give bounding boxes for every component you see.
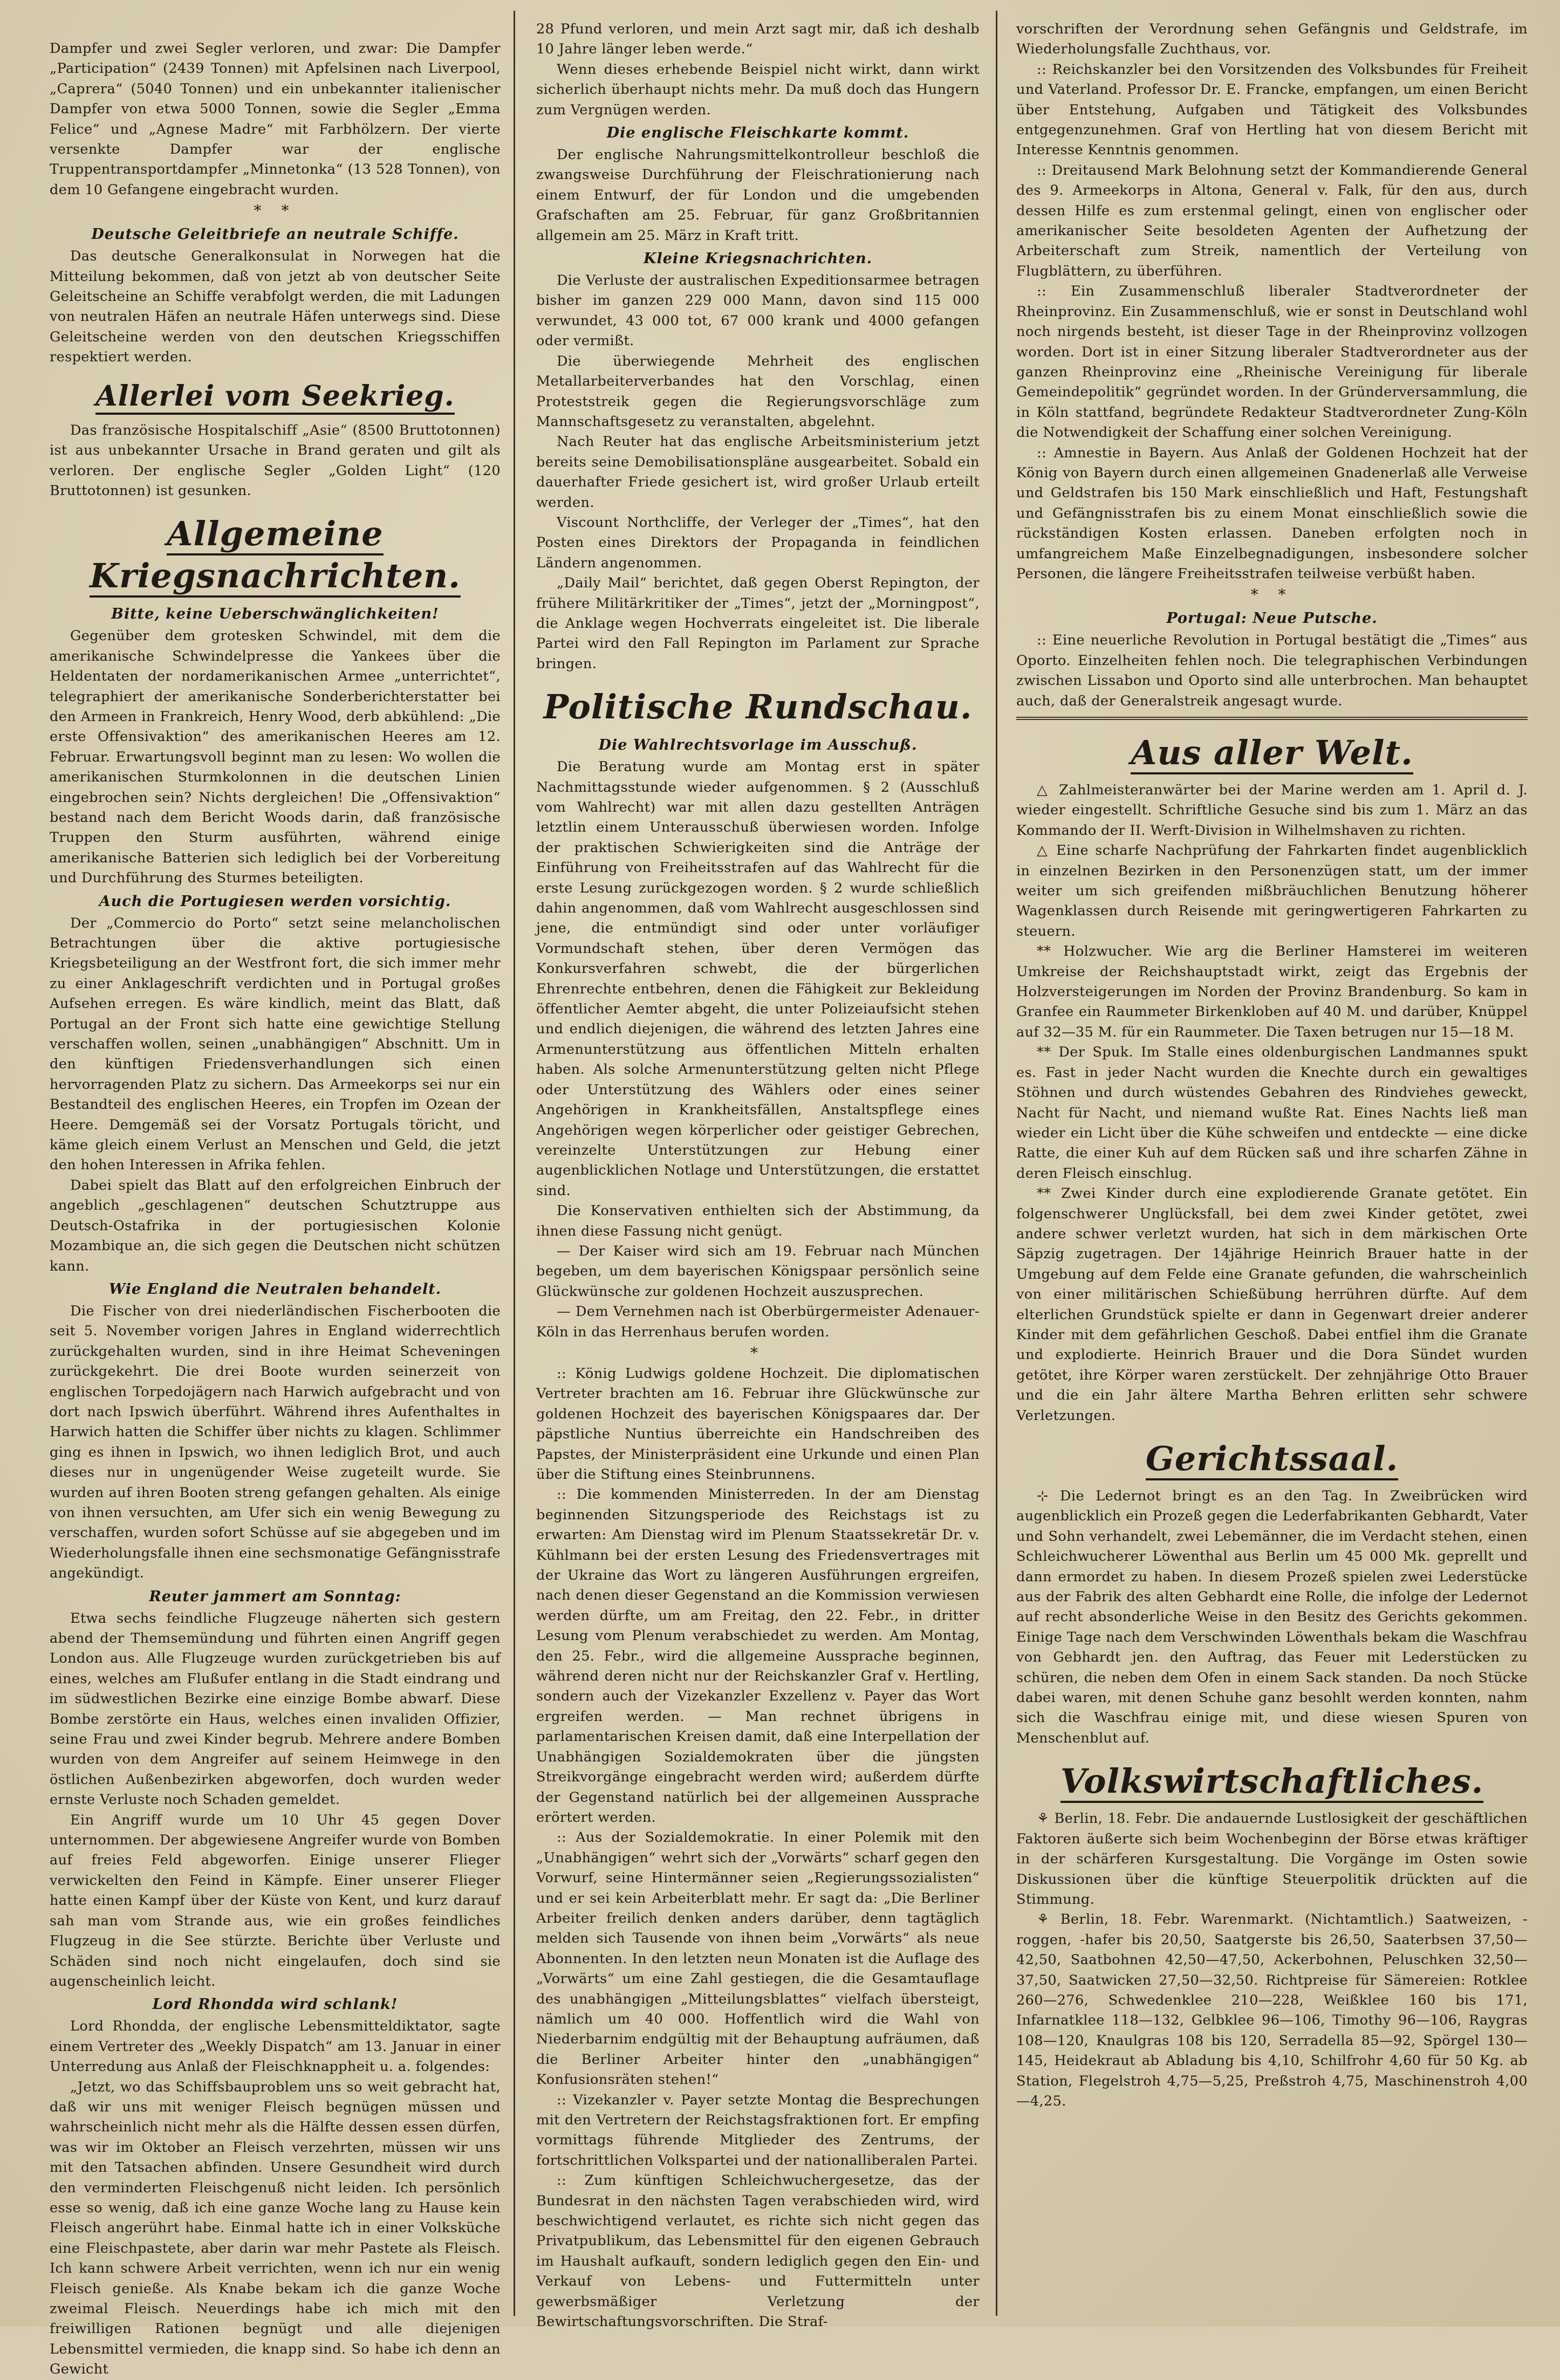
section-heading-text: Allgemeine Kriegsnachrichten. xyxy=(90,514,461,598)
article-text: „Daily Mail“ berichtet, daß gegen Oberst Repington, der frühere Militärkritiker der „Times“, jetzt der „Morningpost“, die Anklage wegen Hochverrats eingeleitet ist. Die liberale Partei wird den Fall Repington im Parlament zur Sprache bringen. xyxy=(536,575,980,672)
article-text: ⚘ Berlin, 18. Febr. Die andauernde Lustlosigkeit der geschäftlichen Faktoren äußerte sich beim Wochenbeginn der Börse etwas kräftiger in der schärferen Kursgestaltung. Die Vorgänge im Osten sowie Diskussionen über die künftige Steuerpolitik drückten auf die Stimmung. xyxy=(1016,1810,1528,1908)
article-text: △ Zahlmeisteranwärter bei der Marine werden am 1. April d. J. wieder eingestellt. Schriftliche Gesuche sind bis zum 1. März an das Kommando der II. Werft-Division in Wilhelmshaven zu richten. xyxy=(1016,782,1528,839)
article-subheading: Kleine Kriegsnachrichten. xyxy=(643,250,872,268)
section-heading xyxy=(1016,732,1528,774)
article-text: ⊹ Die Ledernot bringt es an den Tag. In Zweibrücken wird augenblicklich ein Prozeß gegen die Lederfabrikanten Gebhardt, Vater und Sohn verhandelt, zwei Lebemänner, die im Verdacht stehen, einen Schleichwucherer Löwenthal aus Berlin um 45 000 Mk. geprellt und dann ermordet zu haben. In diesem Prozeß spielen zwei Lederstücke aus der Fabrik des alten Gebhardt eine Rolle, die infolge der Ledernot auf recht absonderliche Weise in den Besitz des Gerichts gekommen. Einige Tage nach dem Verschwinden Löwenthals bekam die Waschfrau von Gebhardt jen. den Auftrag, das Feuer mit Lederstücken zu schüren, die neben dem Ofen in einem Sack standen. Da noch Stücke dabei waren, mit denen Schuhe ganz besohlt werden konnten, nahm sich die Waschfrau einige mit, und diese wiesen Spuren von Menschenblut auf. xyxy=(1016,1488,1528,1746)
article-text: Der „Commercio do Porto“ setzt seine melancholischen Betrachtungen über die aktive portugiesische Kriegsbeteiligung an der Westfront fort, die sich immer mehr zu einer Anklageschrift verdichten und in Portugal großes Aufsehen erregen. Es wäre kindlich, meint das Blatt, daß Portugal an der Front sich hatte eine gewichtige Stellung verschaffen wollen, seinen „unabhängigen“ Abschnitt. Um in den künftigen Friedensverhandlungen sich einen hervorragenden Platz zu sichern. Das Armeekorps sei nur ein Bestandteil des englischen Heeres, ein Tropfen im Ozean der Heere. Demgemäß sei der Vorsatz Portugals töricht, und käme gleich einem Verlust an Menschen und Geld, die jetzt den hohen Interessen in Afrika fehlen. xyxy=(50,915,501,1174)
article-text: Dabei spielt das Blatt auf den erfolgreichen Einbruch der angeblich „geschlagenen“ deutschen Schutztruppe aus Deutsch-Ostafrika in der portugiesischen Kolonie Mozambique an, die sich gegen die Deutschen nicht schützen kann. xyxy=(50,1177,501,1274)
article-text: :: Eine neuerliche Revolution in Portugal bestätigt die „Times“ aus Oporto. Einzelheiten fehlen noch. Die telegraphischen Verbindungen zwischen Lissabon und Oporto sind alle unterbrochen. Man behauptet auch, daß der Generalstreik angesagt wurde. xyxy=(1016,632,1528,709)
column-2 xyxy=(519,0,994,2330)
article-subheading: Die englische Fleischkarte kommt. xyxy=(606,125,909,142)
section-heading-text: Aus aller Welt. xyxy=(1131,733,1413,774)
section-heading xyxy=(50,378,501,415)
section-heading-text: Volkswirtschaftliches. xyxy=(1060,1761,1484,1803)
section-separator: * xyxy=(750,1343,765,1362)
article-subheading: Auch die Portugiesen werden vorsichtig. xyxy=(99,893,451,910)
article-subheading: Portugal: Neue Putsche. xyxy=(1166,610,1378,627)
column-divider xyxy=(514,11,515,2316)
article-subheading: Deutsche Geleitbriefe an neutrale Schiffe. xyxy=(91,226,459,243)
article-text: Dampfer und zwei Segler verloren, und zwar: Die Dampfer „Participation“ (2439 Tonnen) mit Apfelsinen nach Liverpool, „Caprera“ (5040 Tonnen) und ein unbekannter italienischer Dampfer von etwa 5000 Tonnen, sowie die Segler „Emma Felice“ und „Agnese Madre“ mit Farbhölzern. Der vierte versenkte Dampfer war der englische Truppentransportdampfer „Minnetonka“ (13 528 Tonnen), von dem 10 Gefangene eingebracht wurden. xyxy=(50,40,501,198)
article-subheading: Bitte, keine Ueberschwänglichkeiten! xyxy=(111,606,439,623)
section-heading xyxy=(50,513,501,597)
article-text: Etwa sechs feindliche Flugzeuge näherten sich gestern abend der Themsemündung und führten einen Angriff gegen London aus. Alle Flugzeuge wurden zurückgetrieben bis auf eines, welches am Flußufer entlang in die Stadt eindrang und im südwestlichen Bezirke eine einzige Bombe abwarf. Diese Bombe zerstörte ein Haus, welches einen invaliden Offizier, seine Frau und zwei Kinder begrub. Mehrere andere Bomben wurden von dem Angreifer auf seinem Heimwege in den östlichen Außenbezirken abgeworfen, doch wurden weder ernste Verluste noch Schaden gemeldet. xyxy=(50,1610,501,1808)
article-text: — Der Kaiser wird sich am 19. Februar nach München begeben, um dem bayerischen Königspaar persönlich seine Glückwünsche zur goldenen Hochzeit auszusprechen. xyxy=(536,1243,980,1300)
article-text: Die Konservativen enthielten sich der Abstimmung, da ihnen diese Fassung nicht genügt. xyxy=(536,1203,980,1239)
article-text: Das deutsche Generalkonsulat in Norwegen hat die Mitteilung bekommen, daß von jetzt ab von deutscher Seite Geleitscheine an Schiffe verabfolgt werden, die mit Ladungen von neutralen Häfen an neutrale Häfen unterwegs sind. Diese Geleitscheine werden von den deutschen Kriegsschiffen respektiert werden. xyxy=(50,248,501,366)
article-text: Ein Angriff wurde um 10 Uhr 45 gegen Dover unternommen. Der abgewiesene Angreifer wurde von Bomben auf freies Feld abgeworfen. Einige unserer Flieger verwickelten den Feind in Kämpfe. Einer unserer Flieger hatte einen Kampf über der Küste von Kent, und kurz darauf sah man vom Strande aus, wie ein großes feindliches Flugzeug in die See stürzte. Berichte über Verluste und Schäden sind noch nicht eingelaufen, doch sind sie augenscheinlich leicht. xyxy=(50,1812,501,1990)
article-text: ** Der Spuk. Im Stalle eines oldenburgischen Landmannes spukt es. Fast in jeder Nacht wurden die Knechte durch ein gewaltiges Stöhnen und durch wüstendes Gebahren des Rindviehes geweckt, Nacht für Nacht, und niemand wußte Rat. Eines Nachts ließ man wieder ein Licht über die Kühe schweifen und entdeckte — eine dicke Ratte, die einer Kuh auf dem Rücken saß und ihre scharfen Zähne in deren Fleisch einschlug. xyxy=(1016,1044,1528,1182)
column-3 xyxy=(1000,0,1560,2327)
article-text: Die überwiegende Mehrheit des englischen Metallarbeiterverbandes hat den Vorschlag, einen Proteststreik gegen die Regierungsvorschläge zum Mannschaftsgesetz zu veranstalten, abgelehnt. xyxy=(536,353,980,430)
article-text: :: Vizekanzler v. Payer setzte Montag die Besprechungen mit den Vertretern der Reichstagsfraktionen fort. Er empfing vormittags führende Mitglieder des Zentrums, der fortschrittlichen Volkspartei und der nationalliberalen Partei. xyxy=(536,2091,980,2169)
article-subheading: Die Wahlrechtsvorlage im Ausschuß. xyxy=(598,737,918,754)
article-text: Viscount Northcliffe, der Verleger der „Times“, hat den Posten eines Direktors der Propaganda in feindlichen Ländern angenommen. xyxy=(536,514,980,571)
article-text: :: Ein Zusammenschluß liberaler Stadtverordneter der Rheinprovinz. Ein Zusammenschluß, wie er sonst in Deutschland wohl noch nirgends besteht, ist dieser Tage in der Rheinprovinz vollzogen worden. Dort ist in einer Sitzung liberaler Stadtverordneter aus der ganzen Rheinprovinz eine „Rheinische Vereinigung für liberale Gemeindepolitik“ gegründet worden. In der Gründerversammlung, die in Köln stattfand, begründete Redakteur Stadtverordneter Zung-Köln die Notwendigkeit der Schaffung einer solchen Vereinigung. xyxy=(1016,283,1528,441)
section-separator: * * xyxy=(1250,586,1294,604)
article-text: Der englische Nahrungsmittelkontrolleur beschloß die zwangsweise Durchführung der Fleischrationierung nach einem Entwurf, der für London und die umgebenden Grafschaften am 25. Februar, für ganz Großbritannien allgemein am 25. März in Kraft tritt. xyxy=(536,147,980,244)
section-heading-text: Gerichtssaal. xyxy=(1146,1439,1398,1480)
article-text: :: Reichskanzler bei den Vorsitzenden des Volksbundes für Freiheit und Vaterland. Professor Dr. E. Francke, empfangen, um einen Bericht über Entstehung, Aufgaben und Tätigkeit des Volksbundes entgegenzunehmen. Graf von Hertling hat von diesem Bericht mit Interesse Kenntnis genommen. xyxy=(1016,61,1528,159)
article-text: ⚘ Berlin, 18. Febr. Warenmarkt. (Nichtamtlich.) Saatweizen, -roggen, -hafer bis 20,50, Saatgerste bis 26,50, Saaterbsen 37,50—42,50, Saatbohnen 42,50—47,50, Ackerbohnen, Peluschken 32,50—37,50, Saatwicken 27,50—32,50. Richtpreise für Sämereien: Rotklee 260—276, Schwedenklee 210—228, Weißklee 160 bis 171, Infarnatklee 118—132, Gelbklee 96—106, Timothy 96—106, Raygras 108—120, Knaulgras 108 bis 120, Serradella 85—92, Spörgel 130—145, Heidekraut ab Abladung bis 4,10, Schilfrohr 4,60 für 50 Kg. ab Station, Flegelstroh 4,75—5,25, Preßstroh 4,75, Maschinenstroh 4,00—4,25. xyxy=(1016,1911,1528,2109)
section-heading xyxy=(536,686,980,728)
article-text: △ Eine scharfe Nachprüfung der Fahrkarten findet augenblicklich in einzelnen Bezirken in den Personenzügen statt, um der immer weiter um sich greifenden mißbräuchlichen Benutzung höherer Wagenklassen durch Reisende mit geringwertigeren Fahrkarten zu steuern. xyxy=(1016,842,1528,939)
article-text: :: Dreitausend Mark Belohnung setzt der Kommandierende General des 9. Armeekorps in Altona, General v. Falk, für den aus, durch dessen Hilfe es zum erstenmal gelingt, einen von englischer oder amerikanischer Seite besoldeten Agenten der Aufhetzung der Arbeiterschaft zum Streik, namentlich der Verteilung von Flugblättern, zu überführen. xyxy=(1016,162,1528,279)
section-rule xyxy=(1016,717,1528,720)
column-1 xyxy=(0,0,512,2378)
article-text: Lord Rhondda, der englische Lebensmitteldiktator, sagte einem Vertreter des „Weekly Dispatch“ am 13. Januar in einer Unterredung aus Anlaß der Fleischknappheit u. a. folgendes: xyxy=(50,2018,501,2075)
article-text: ** Zwei Kinder durch eine explodierende Granate getötet. Ein folgenschwerer Unglücksfall, bei dem zwei Kinder getötet, zwei andere schwer verletzt wurden, hat sich in dem märkischen Orte Säpzig zugetragen. Der 14jährige Heinrich Brauer hatte in der Umgebung auf dem Felde eine Granate gefunden, die wahrscheinlich von einer militärischen Schießübung herrühren dürfte. Auf dem elterlichen Grundstück spielte er dann in Gegenwart dreier anderer Kinder mit dem gefährlichen Geschoß. Dabei entfiel ihm die Granate und explodierte. Heinrich Brauer und die Dora Sündet wurden getötet, ihre Körper waren zerstückelt. Der zehnjährige Otto Brauer und die ein Jahr ältere Martha Behren erlitten sehr schwere Verletzungen. xyxy=(1016,1185,1528,1424)
section-heading xyxy=(1016,1438,1528,1480)
article-text: Die Beratung wurde am Montag erst in später Nachmittagsstunde wieder aufgenommen. § 2 (Ausschluß vom Wahlrecht) war mit allen dazu gestellten Anträgen letztlin einem Unterausschuß überwiesen worden. Infolge der praktischen Schwierigkeiten sind die Anträge der Einführung von Freiheitsstrafen auf das Wahlrecht für die erste Lesung zurückgezogen worden. § 2 wurde schließlich dahin angenommen, daß vom Wahlrecht ausgeschlossen sind jene, die entmündigt sind oder unter vorläufiger Vormundschaft stehen, über deren Vermögen das Konkursverfahren schwebt, die der bürgerlichen Ehrenrechte entbehren, denen die Fähigkeit zur Bekleidung öffentlicher Aemter abgeht, die unter Polizeiaufsicht stehen und endlich diejenigen, die während des letzten Jahres eine Armenunterstützung aus öffentlichen Mitteln erhalten haben. Als solche Armenunterstützung gelten nicht Pflege oder Unterstützung des Wählers oder eines seiner Angehörigen in Krankheitsfällen, Anstaltspflege eines Angehörigen wegen körperlicher oder geistiger Gebrechen, vereinzelte Unterstützungen zur Hebung einer augenblicklichen Notlage und Unterstützungen, die erstattet sind. xyxy=(536,759,980,1199)
article-text: — Dem Vernehmen nach ist Oberbürgermeister Adenauer-Köln in das Herrenhaus berufen worden. xyxy=(536,1304,980,1340)
section-heading xyxy=(1016,1760,1528,1802)
section-heading-text: Politische Rundschau. xyxy=(543,687,973,727)
article-text: :: Amnestie in Bayern. Aus Anlaß der Goldenen Hochzeit hat der König von Bayern durch einen allgemeinen Gnadenerlaß alle Verweise und Geldstrafen bis 150 Mark einschließlich und Haft, Festungshaft und Gefängnisstrafen bis zu einem Monat einschließlich sowie die rückständigen Kosten erlassen. Daneben erfolgten noch in umfangreichem Maße Einzelbegnadigungen, insbesondere solcher Personen, die längere Freiheitsstrafen teilweise verbüßt haben. xyxy=(1016,444,1528,582)
column-divider xyxy=(996,11,997,2316)
section-heading-text: Allerlei vom Seekrieg. xyxy=(95,380,455,415)
article-text: 28 Pfund verloren, und mein Arzt sagt mir, daß ich deshalb 10 Jahre länger leben werde.“ xyxy=(536,21,980,58)
article-text: :: Die kommenden Ministerreden. In der am Dienstag beginnenden Sitzungsperiode des Reichstags ist zu erwarten: Am Dienstag wird im Plenum Staatssekretär Dr. v. Kühlmann bei der ersten Lesung des Friedensvertrages mit der Ukraine das Wort zu längeren Ausführungen ergreifen, nach denen dieser Gegenstand an die Kommission verwiesen werden dürfte, um am Freitag, den 22. Febr., in dritter Lesung vom Plenum verabschiedet zu werden. Am Montag, den 25. Febr., wird die allgemeine Aussprache beginnen, während deren nicht nur der Reichskanzler Graf v. Hertling, sondern auch der Vizekanzler Exzellenz v. Payer das Wort ergreifen werden. — Man rechnet übrigens in parlamentarischen Kreisen damit, daß eine Interpellation der Unabhängigen Sozialdemokraten über die jüngsten Streikvorgänge eingebracht werden wird; außerdem dürfte der Gegenstand natürlich bei der allgemeinen Aussprache erörtert werden. xyxy=(536,1486,980,1826)
article-text: Die Fischer von drei niederländischen Fischerbooten die seit 5. November vorigen Jahres in England widerrechtlich zurückgehalten wurden, sind in ihre Heimat Scheveningen zurückgekehrt. Die drei Boote wurden seinerzeit von englischen Torpedojägern nach Harwich aufgebracht und von dort nach Ipswich überführt. Während ihres Aufenthaltes in Harwich hatten die Schiffer über nichts zu klagen. Schlimmer ging es ihnen in Ipswich, wo ihnen lediglich Brot, und auch dieses nur in ungenügender Weise zugeteilt wurde. Sie wurden auf ihren Booten streng gefangen gehalten. Als einige von ihnen versuchten, am Ufer sich ein wenig Bewegung zu verschaffen, wurden sofort Schüsse auf sie abgegeben und im Wiederholungsfalle ihnen eine sechsmonatige Gefängnisstrafe angekündigt. xyxy=(50,1302,501,1582)
article-text: Gegenüber dem grotesken Schwindel, mit dem die amerikanische Schwindelpresse die Yankees über die Heldentaten der nordamerikanischen Armee „unterrichtet“, telegraphiert der amerikanische Sonderberichterstatter bei den Armeen in Frankreich, Henry Wood, derb abkühlend: „Die erste Offensivaktion“ des amerikanischen Heeres am 12. Februar. Erwartungsvoll beginnt man zu lesen: Wo wollen die amerikanischen Sturmkolonnen in die deutschen Linien eingebrochen sein? Nichts dergleichen! Die „Offensivaktion“ bestand nach dem Bericht Woods darin, daß französische Truppen den Sturm ausführten, während einige amerikanische Batterien sich lediglich bei der Vorbereitung und Durchführung des Sturmes beteiligten. xyxy=(50,628,501,887)
article-text: Nach Reuter hat das englische Arbeitsministerium jetzt bereits seine Demobilisationspläne ausgearbeitet. Sobald ein dauerhafter Friede gesichert ist, wird großer Urlaub erteilt werden. xyxy=(536,434,980,511)
article-text: :: Zum künftigen Schleichwuchergesetze, das der Bundesrat in den nächsten Tagen verabschieden wird, wird beschwichtigend verlautet, es richte sich nicht gegen das Privatpublikum, das Lebensmittel für den eigenen Gebrauch im Haushalt aufkauft, sondern lediglich gegen den Ein- und Verkauf von Lebens- und Futtermitteln unter gewerbsmäßiger Verletzung der Bewirtschaftungsvorschriften. Die Straf- xyxy=(536,2172,980,2330)
article-text: ** Holzwucher. Wie arg die Berliner Hamsterei im weiteren Umkreise der Reichshauptstadt wirkt, zeigt das Ergebnis der Holzversteigerungen im Norden der Provinz Brandenburg. So kam in Granfee ein Raummeter Birkenkloben auf 40 M. und darüber, Knüppel auf 32—35 M. für ein Raummeter. Die Taxen betrugen nur 15—18 M. xyxy=(1016,943,1528,1040)
article-subheading: Lord Rhondda wird schlank! xyxy=(152,1996,398,2013)
article-text: Wenn dieses erhebende Beispiel nicht wirkt, dann wirkt sicherlich überhaupt nichts mehr. Da muß doch das Hungern zum Vergnügen werden. xyxy=(536,61,980,118)
article-subheading: Wie England die Neutralen behandelt. xyxy=(108,1280,442,1298)
section-separator: * * xyxy=(254,202,297,220)
article-text: :: Aus der Sozialdemokratie. In einer Polemik mit den „Unabhängigen“ wehrt sich der „Vorwärts“ scharf gegen den Vorwurf, seine Hintermänner seien „Regierungssozialisten“ und er sei kein Arbeiterblatt mehr. Er sagt da: „Die Berliner Arbeiter freilich denken anders darüber, denn tagtäglich melden sich Tausende von ihnen beim „Vorwärts“ als neue Abonnenten. In den letzten neun Monaten ist die Auflage des „Vorwärts“ um eine Zahl gestiegen, die die Gesamtauflage des unabhängigen „Mitteilungsblattes“ vielfach übersteigt, nämlich um 40 000. Hoffentlich wird die Wahl von Niederbarnim endgültig mit der Behauptung aufräumen, daß die Berliner Arbeiter hinter den „unabhängigen“ Konfusionsräten stehen!“ xyxy=(536,1829,980,2088)
article-text: Das französische Hospitalschiff „Asie“ (8500 Bruttotonnen) ist aus unbekannter Ursache in Brand geraten und gilt als verloren. Der englische Segler „Golden Light“ (120 Bruttotonnen) ist gesunken. xyxy=(50,422,501,499)
article-text: :: König Ludwigs goldene Hochzeit. Die diplomatischen Vertreter brachten am 16. Februar ihre Glückwünsche zur goldenen Hochzeit des bayerischen Königspaares dar. Der päpstliche Nuntius überreichte ein Handschreiben des Papstes, der Ministerpräsident eine Urkunde und einen Plan über die Stiftung eines Steinbrunnens. xyxy=(536,1365,980,1483)
article-text: Die Verluste der australischen Expeditionsarmee betragen bisher im ganzen 229 000 Mann, davon sind 115 000 verwundet, 43 000 tot, 67 000 krank und 4000 gefangen oder vermißt. xyxy=(536,272,980,349)
article-text: vorschriften der Verordnung sehen Gefängnis und Geldstrafe, im Wiederholungsfalle Zuchthaus, vor. xyxy=(1016,21,1528,58)
article-subheading: Reuter jammert am Sonntag: xyxy=(149,1588,401,1605)
article-text: „Jetzt, wo das Schiffsbauproblem uns so weit gebracht hat, daß wir uns mit weniger Fleisch begnügen müssen und wahrscheinlich nicht mehr als die Hälfte dessen essen dürfen, was wir im Oktober an Fleisch verzehrten, müssen wir uns mit den Tatsachen abfinden. Unsere Gesundheit wird durch den verminderten Fleischgenuß nicht leiden. Ich persönlich esse so wenig, daß ich eine ganze Woche lang zu Hause kein Fleisch angerührt habe. Einmal hatte ich in einer Volksküche eine Fleischpastete, aber darin war mehr Pastete als Fleisch. Ich kann schwere Arbeit verrichten, wenn ich nur ein wenig Fleisch genieße. Als Knabe bekam ich die ganze Woche zweimal Fleisch. Neuerdings habe ich mich mit den freiwilligen Rationen begnügt und alle diejenigen Lebensmittel vermieden, die knapp sind. So habe ich denn an Gewicht xyxy=(50,2079,501,2378)
